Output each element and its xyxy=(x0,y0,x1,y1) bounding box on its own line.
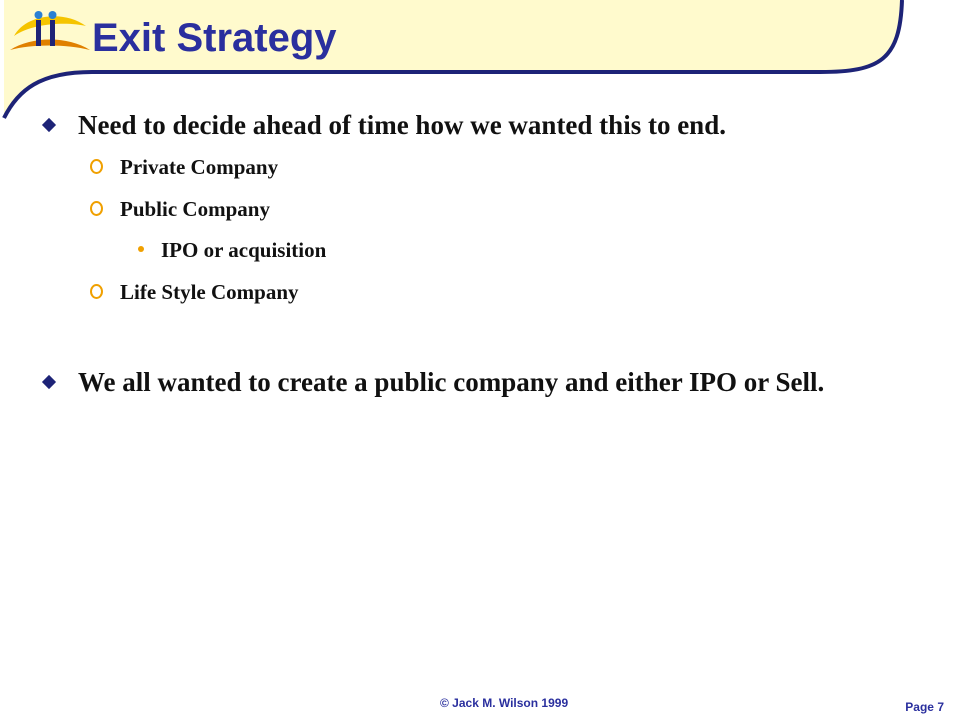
bullet-level2 xyxy=(120,279,299,305)
diamond-bullet-icon xyxy=(42,118,56,132)
slide-title: Exit Strategy xyxy=(92,16,337,60)
ring-bullet-icon xyxy=(90,159,103,174)
bullet-text: IPO or acquisition xyxy=(161,238,327,262)
bullet-text: Private Company xyxy=(120,155,279,179)
bullet-text: Life Style Company xyxy=(120,280,299,304)
dot-bullet-icon xyxy=(138,246,144,252)
diamond-bullet-icon xyxy=(42,375,56,389)
ring-bullet-icon xyxy=(90,201,103,216)
footer-copyright: © Jack M. Wilson 1999 xyxy=(440,696,569,710)
bullet-level2 xyxy=(120,154,278,180)
bullet-level3 xyxy=(161,237,326,263)
bullet-level1 xyxy=(78,365,918,399)
bullet-level2 xyxy=(120,196,270,222)
ring-bullet-icon xyxy=(90,284,103,299)
page-number: Page 7 xyxy=(905,700,944,714)
bullet-text: Public Company xyxy=(120,197,270,221)
bullet-text: We all wanted to create a public company and either IPO or Sell. xyxy=(78,367,825,397)
bullet-text: Need to decide ahead of time how we wanted this to end. xyxy=(78,110,726,140)
bullet-level1 xyxy=(78,108,918,142)
